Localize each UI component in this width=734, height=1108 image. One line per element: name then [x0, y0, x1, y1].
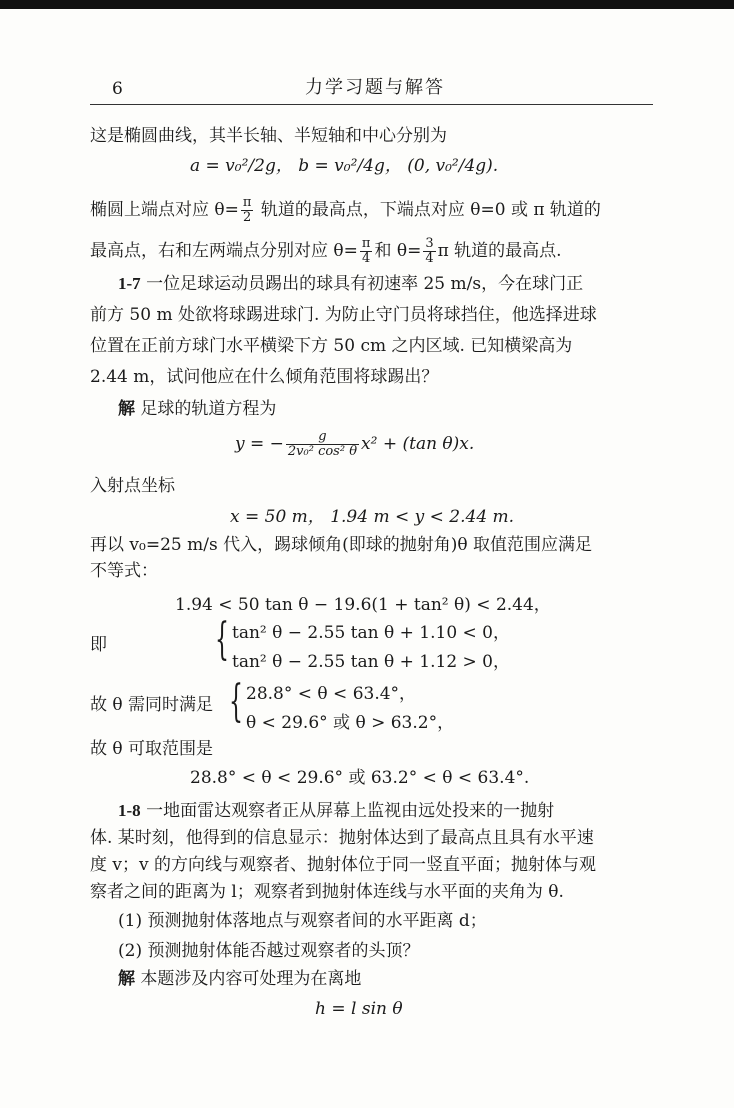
text-line: 故 θ 可取范围是	[90, 739, 214, 759]
page-top-border	[0, 0, 734, 9]
problem-1-7-line: 位置在正前方球门水平横梁下方 50 cm 之内区域. 已知横梁高为	[90, 336, 573, 356]
text-line	[90, 196, 601, 225]
fraction-denominator: 2v₀² cos² θ	[287, 444, 358, 459]
text-fragment: 和 θ=	[374, 241, 422, 261]
text-fragment: 足球的轨道方程为	[135, 399, 277, 419]
text-line: 再以 v₀=25 m/s 代入，踢球倾角(即球的抛射角)θ 取值范围应满足	[90, 535, 592, 555]
equation-height: h = l sin θ	[315, 999, 403, 1019]
equation-inequality: 1.94 < 50 tan θ − 19.6(1 + tan² θ) < 2.44，	[175, 595, 551, 615]
equation-ellipse-params: a = v₀²/2g， b = v₀²/4g， (0, v₀²/4g).	[190, 156, 499, 176]
solution-label: 解	[118, 969, 135, 988]
question-line: (1) 预测抛射体落地点与观察者间的水平距离 d；	[118, 911, 487, 931]
problem-1-8-line: 度 v；v 的方向线与观察者、抛射体位于同一竖直平面；抛射体与观	[90, 855, 597, 875]
text-fragment: π 轨道的最高点.	[437, 241, 562, 261]
text-fragment: 最高点，右和左两端点分别对应 θ=	[90, 241, 358, 261]
problem-1-8-line: 察者之间的距离为 l；观察者到抛射体连线与水平面的夹角为 θ.	[90, 882, 564, 902]
problem-1-8-line: 体. 某时刻，他得到的信息显示：抛射体达到了最高点且具有水平速	[90, 828, 594, 848]
fraction-denominator: 4	[362, 251, 371, 266]
text-line: 入射点坐标	[90, 476, 175, 496]
fraction-numerator: π	[242, 195, 252, 210]
equation-system-line: tan² θ − 2.55 tan θ + 1.12 > 0，	[232, 652, 511, 672]
equation-trajectory	[235, 430, 474, 459]
running-title: 力学习题与解答	[305, 77, 445, 98]
problem-label: 1-8	[118, 801, 141, 820]
problem-1-7-line: 前方 50 m 处欲将球踢进球门. 为防止守门员将球挡住，他选择进球	[90, 305, 597, 325]
text-fragment: x² + (tan θ)x.	[361, 434, 475, 454]
equation-system-line: 28.8° < θ < 63.4°，	[246, 684, 417, 704]
fraction-denominator: 2	[243, 210, 252, 225]
solution-line	[118, 968, 361, 990]
header-rule	[90, 104, 653, 105]
fraction	[423, 237, 435, 266]
fraction-numerator: π	[361, 236, 371, 251]
text-line: 故 θ 需同时满足	[90, 695, 214, 715]
text-line: 不等式：	[90, 561, 158, 581]
text-line	[90, 237, 562, 266]
fraction-denominator: 4	[425, 251, 434, 266]
left-brace: {	[229, 676, 243, 727]
solution-line	[118, 398, 276, 420]
text-line: 这是椭圆曲线，其半长轴、半短轴和中心分别为	[90, 126, 447, 146]
page-number: 6	[112, 79, 123, 99]
fraction	[241, 196, 254, 225]
text-fragment: y = −	[235, 434, 284, 454]
equation-result: 28.8° < θ < 29.6° 或 63.2° < θ < 63.4°.	[190, 768, 530, 788]
text-fragment: 一地面雷达观察者正从屏幕上监视由远处投来的一抛射	[140, 801, 555, 821]
problem-1-7-line	[118, 273, 583, 295]
text-fragment: 一位足球运动员踢出的球具有初速率 25 m/s，今在球门正	[140, 274, 584, 294]
fraction-numerator: g	[286, 430, 359, 445]
equation-system-line: tan² θ − 2.55 tan θ + 1.10 < 0，	[232, 623, 511, 643]
question-line: (2) 预测抛射体能否越过观察者的头顶？	[118, 941, 420, 961]
text-fragment: 椭圆上端点对应 θ=	[90, 200, 239, 220]
text-line: 即	[90, 635, 107, 655]
fraction-numerator: 3	[425, 236, 434, 251]
fraction	[286, 430, 359, 459]
equation-entry-point: x = 50 m， 1.94 m < y < 2.44 m.	[230, 507, 515, 527]
problem-1-7-line: 2.44 m，试问他应在什么倾角范围将球踢出？	[90, 367, 439, 387]
fraction	[360, 237, 373, 266]
problem-1-8-line	[118, 800, 554, 822]
text-fragment: 本题涉及内容可处理为在离地	[135, 969, 362, 989]
problem-label: 1-7	[118, 274, 141, 293]
text-fragment: 轨道的最高点，下端点对应 θ=0 或 π 轨道的	[255, 200, 601, 220]
equation-system-line: θ < 29.6° 或 θ > 63.2°，	[246, 713, 455, 733]
left-brace: {	[215, 614, 229, 665]
solution-label: 解	[118, 399, 135, 418]
